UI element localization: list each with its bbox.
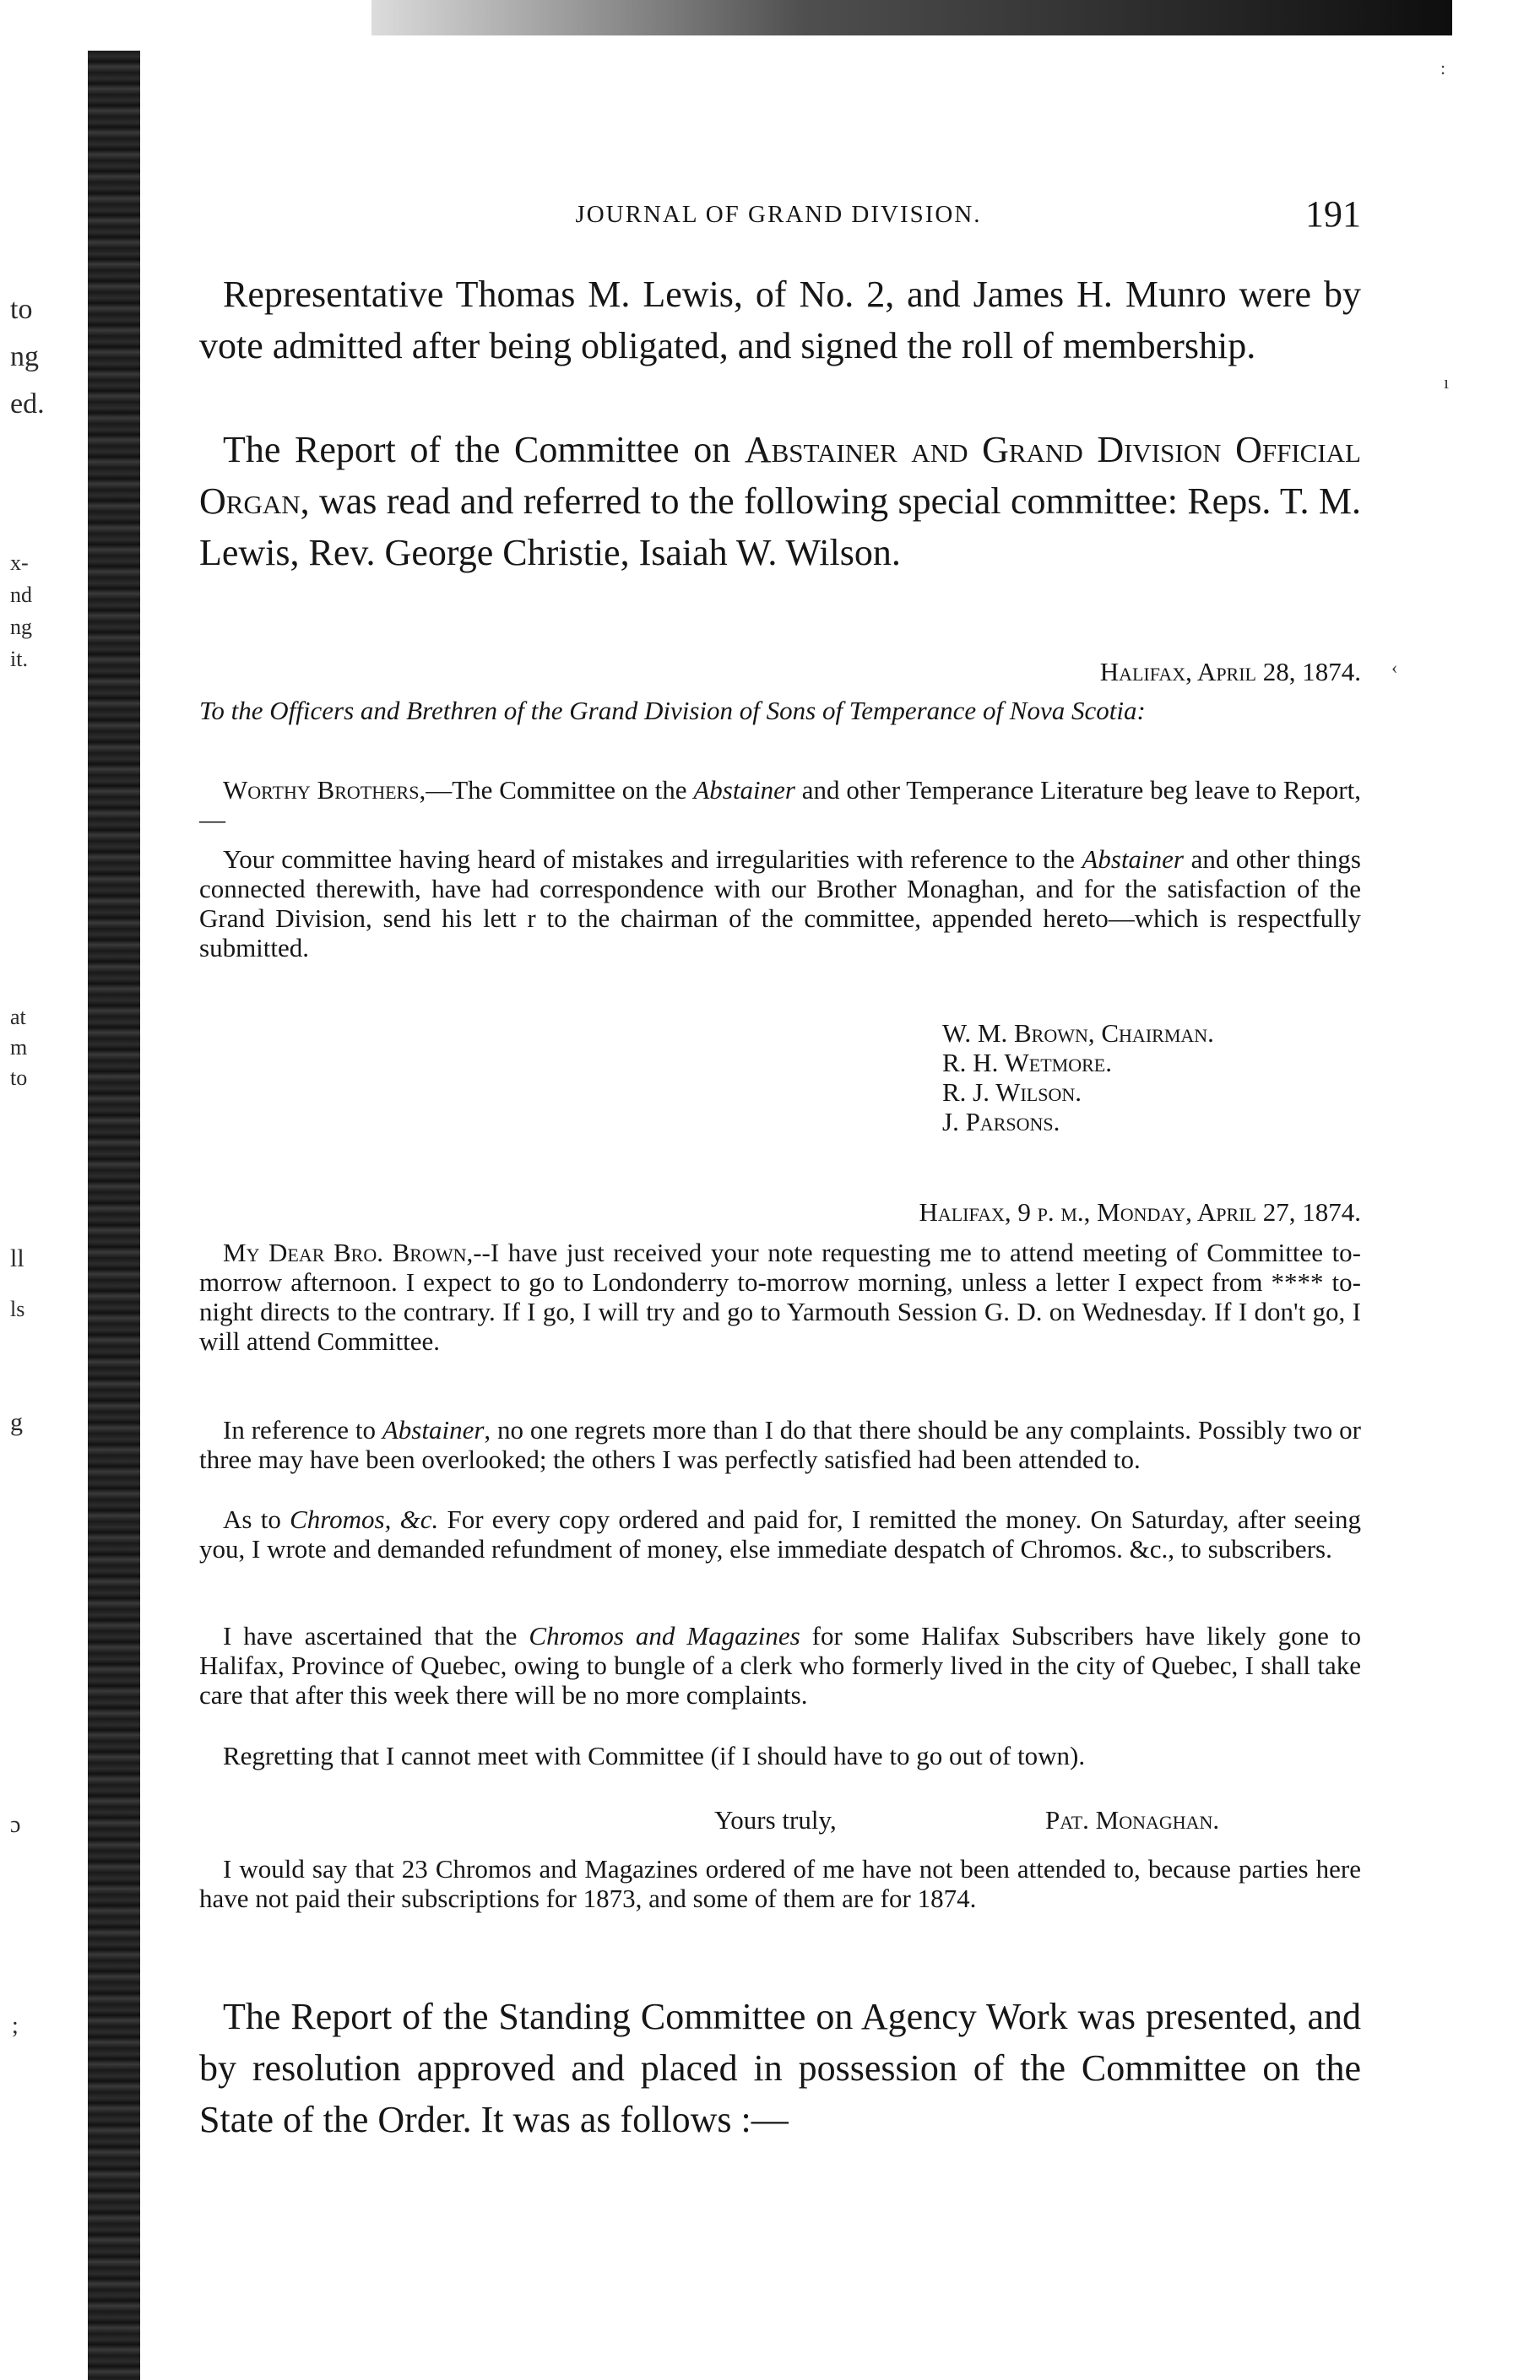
publication-title: Abstainer and Grand Division Official Organ: [199, 429, 1361, 522]
salutation: My Dear Bro. Brown,: [223, 1238, 474, 1267]
margin-fragment: :: [1440, 57, 1446, 79]
paragraph-text: In reference to: [223, 1415, 382, 1445]
margin-fragment: ng: [10, 341, 39, 372]
page-header: [196, 192, 1361, 243]
letter-paragraph: [199, 1415, 1361, 1474]
publication-title: Chromos and Magazines: [529, 1621, 800, 1651]
margin-fragment: ed.: [10, 388, 45, 420]
salutation: Worthy Brothers,: [223, 775, 426, 805]
paragraph-text: Your committee having heard of mistakes and irregularities with reference to the: [223, 844, 1082, 874]
dateline-text: Halifax, 9 p. m., Monday, April 27, 1874.: [919, 1197, 1361, 1227]
signatory: W. M. Brown, Chairman.: [942, 1018, 1214, 1048]
letter-paragraph: [199, 1504, 1361, 1564]
paragraph-text: , no one regrets more than I do that there should be any complaints. Possibly two or three may have been overlooked; the others I was perfectly satisfied had been attended to.: [199, 1415, 1362, 1474]
report-body: [199, 844, 1361, 962]
margin-fragment: x-: [10, 550, 29, 575]
margin-fragment: ls: [10, 1297, 25, 1321]
paragraph-text: The Report of the Committee on: [223, 429, 745, 470]
publication-title: Chromos, &c.: [290, 1504, 439, 1534]
paragraph-text: I have ascertained that the: [223, 1621, 529, 1651]
margin-fragment: to: [10, 294, 33, 325]
margin-fragment: nd: [10, 583, 32, 607]
letter-paragraph: [199, 1621, 1361, 1710]
margin-fragment: m: [10, 1035, 28, 1060]
letter-paragraph: [199, 1741, 1361, 1770]
paragraph-text: , was read and referred to the following special committee: Reps. T. M. Lewis, Rev. George Christie, Isaiah W. Wilson.: [199, 480, 1361, 573]
publication-title: Abstainer: [693, 775, 795, 805]
signatory: R. H. Wetmore.: [942, 1048, 1112, 1077]
paragraph-report-referral: [199, 424, 1361, 578]
paragraph-text: Representative Thomas M. Lewis, of No. 2, and James H. Munro were by vote admitted after being obligated, and signed the roll of membership.: [199, 274, 1361, 366]
dateline-text: Halifax, April 28, 1874.: [1099, 657, 1361, 686]
report-address: To the Officers and Brethren of the Grand Division of Sons of Temperance of Nova Scotia:: [199, 696, 1146, 725]
margin-fragment: ‹: [1391, 657, 1398, 678]
report-dateline: [199, 657, 1361, 686]
publication-title: Abstainer: [1082, 844, 1184, 874]
paragraph-admission: [199, 268, 1361, 371]
margin-fragment: ll: [10, 1244, 24, 1272]
signatory: J. Parsons.: [942, 1107, 1060, 1136]
letter-dateline: [199, 1197, 1361, 1227]
paragraph-text: and other Temperance Literature beg leave to Report,—: [199, 775, 1361, 834]
running-title: JOURNAL OF GRAND DIVISION.: [575, 201, 982, 228]
paragraph-text: For every copy ordered and paid for, I remitted the money. On Saturday, after seeing you, I wrote and demanded refundment of money, else immediate despatch of Chromos. &c., to subscribers.: [199, 1504, 1361, 1564]
margin-fragment: g: [10, 1408, 23, 1436]
paragraph-text: I would say that 23 Chromos and Magazines ordered of me have not been attended to, because parties here have not paid their subscriptions for 1873, and some of them are for 1874.: [199, 1854, 1361, 1913]
margin-fragment: at: [10, 1005, 26, 1029]
margin-fragment: to: [10, 1065, 28, 1090]
report-body-intro: [199, 775, 1361, 834]
paragraph-text: and other things connected therewith, have had correspondence with our Brother Monaghan, and for the satisfaction of the Grand Division, send his lett r to the chairman of the committee, appended hereto—which is respectfully submitted.: [199, 844, 1361, 962]
signatory: R. J. Wilson.: [942, 1077, 1082, 1107]
paragraph-text: —The Committee on the: [426, 775, 694, 805]
publication-title: Abstainer: [382, 1415, 485, 1445]
paragraph-text: --I have just received your note requesting me to attend meeting of Committee to-morrow afternoon. I expect to go to Londonderry to-morrow morning, unless a letter I expect from **** to-night directs to the contrary. If I go, I will try and go to Yarmouth Session G. D. on Wednesday. If I don't go, I will attend Committee.: [199, 1238, 1362, 1356]
margin-fragment: ng: [10, 615, 32, 639]
margin-fragment: it.: [10, 647, 28, 671]
closing: Yours truly,: [714, 1805, 837, 1835]
paragraph-text: The Report of the Standing Committee on Agency Work was presented, and by resolution approved and placed in possession of the Committee on the State of the Order. It was as follows :—: [199, 1996, 1361, 2140]
page-number: 191: [1305, 193, 1361, 235]
report-signatories: [942, 1018, 1214, 1136]
paragraph-text: Regretting that I cannot meet with Committee (if I should have to go out of town).: [223, 1741, 1086, 1770]
paragraph-agency-work: [199, 1991, 1361, 2145]
paragraph-text: As to: [223, 1504, 290, 1534]
postscript: [199, 1854, 1361, 1913]
margin-fragment: ;: [12, 2013, 19, 2039]
margin-fragment: ı: [1444, 371, 1450, 393]
signature: Pat. Monaghan.: [1045, 1805, 1220, 1835]
letter-paragraph: [199, 1238, 1361, 1356]
paragraph-text: for some Halifax Subscribers have likely gone to Halifax, Province of Quebec, owing to bungle of a clerk who formerly lived in the city of Quebec, I shall take care that after this week there will be no more complaints.: [199, 1621, 1361, 1710]
margin-fragment: ɔ: [10, 1812, 21, 1838]
